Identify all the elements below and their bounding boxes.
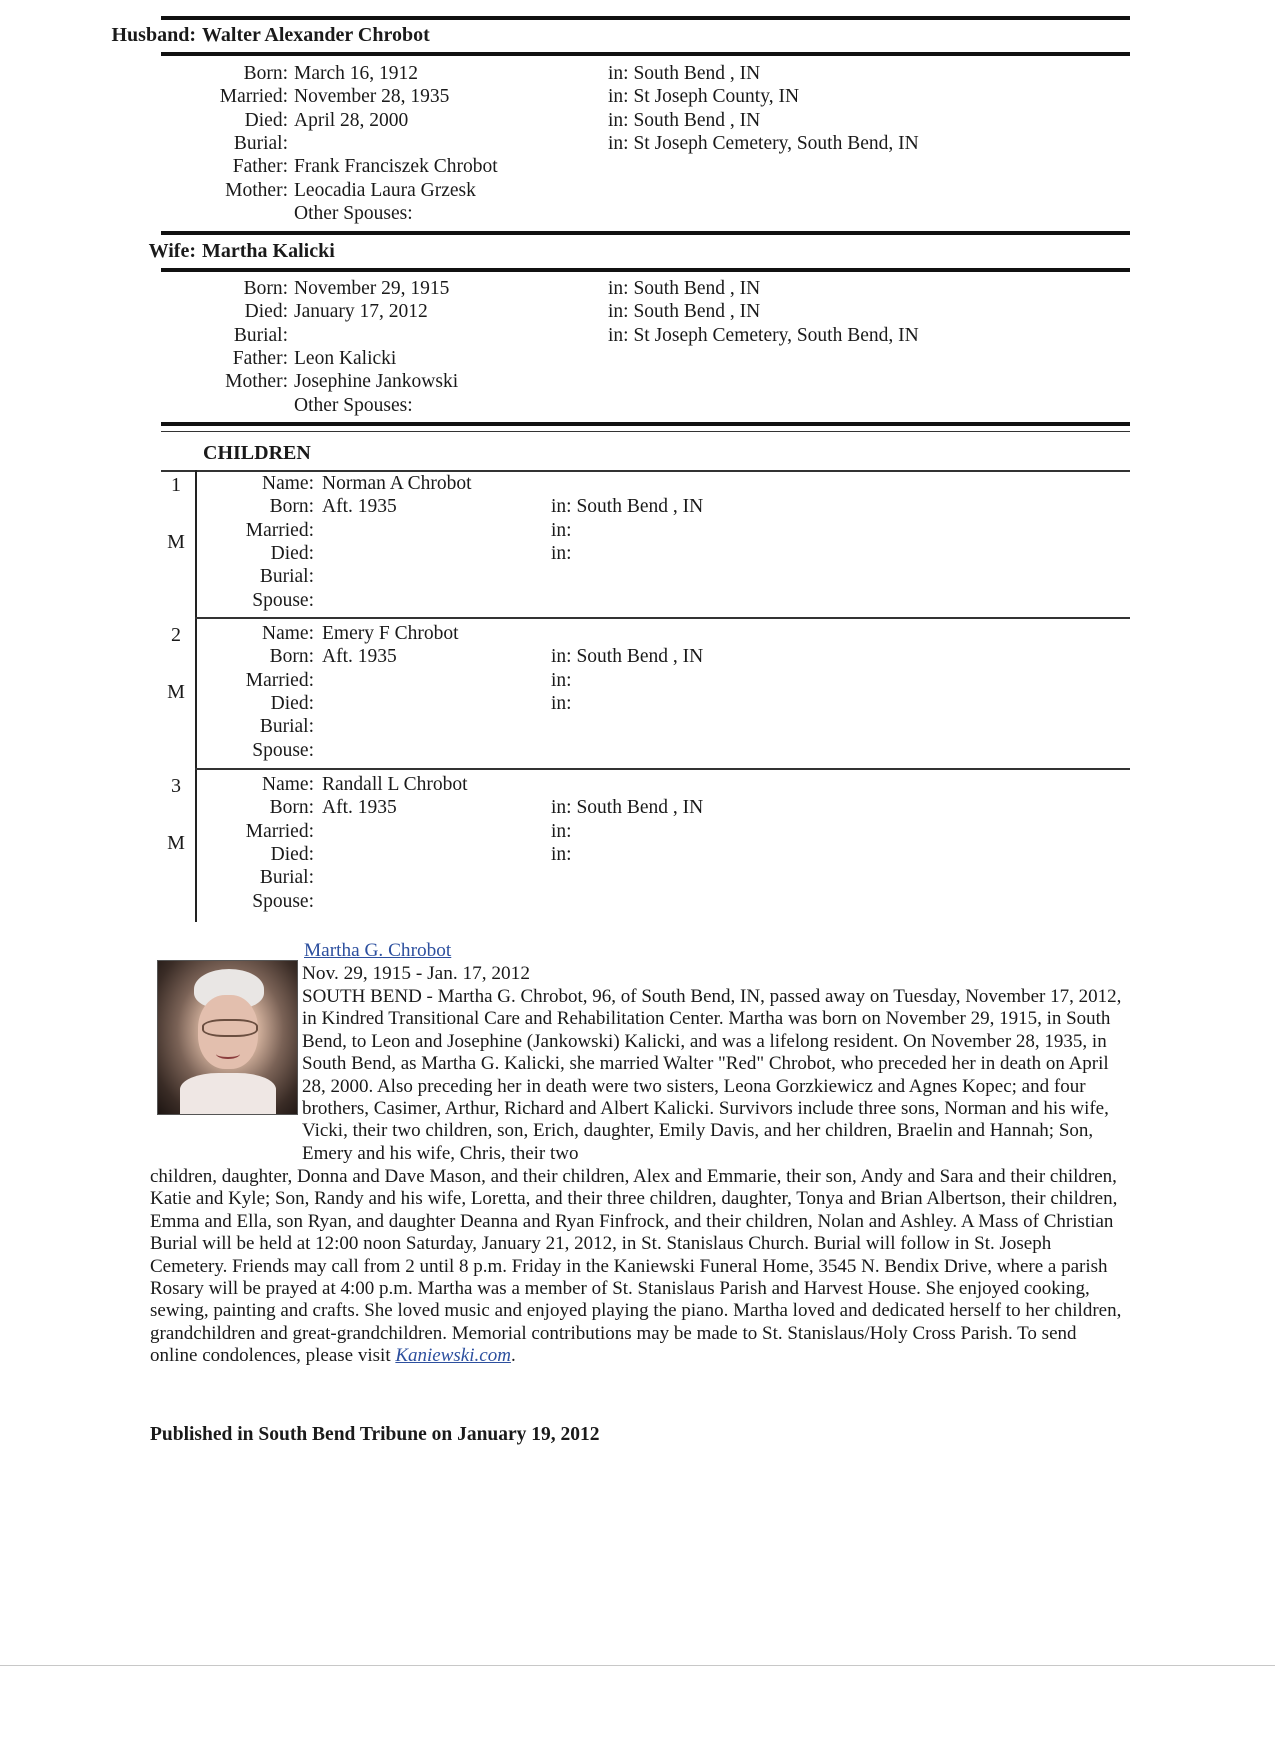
fact-label: Name: [262,473,314,494]
fact-row [0,669,572,692]
fact-label: Born: [243,63,288,84]
photo-glasses [202,1019,258,1037]
fact-row [0,370,459,393]
fact-row [0,202,413,225]
obituary-photo [157,960,298,1115]
fact-value: Josephine Jankowski [294,371,459,393]
fact-row [0,890,314,913]
fact-place: in: St Joseph Cemetery, South Bend, IN [608,324,919,346]
fact-label: Burial: [259,566,314,588]
fact-label: Married: [219,86,288,108]
fact-place: in: South Bend , IN [608,63,761,84]
fact-place: in: South Bend , IN [608,301,761,323]
fact-place: in: [551,692,572,714]
fact-place: in: [551,669,572,691]
fact-label: Burial: [259,716,314,738]
fact-row [0,843,572,866]
fact-label: Name: [262,623,314,644]
fact-label: Died: [270,542,314,564]
fact-place: in: [551,519,572,541]
fact-label: Born: [269,797,314,819]
fact-row [0,155,498,178]
fact-value: Emery F Chrobot [322,623,459,644]
fact-value: Norman A Chrobot [322,473,472,494]
fact-place: in: [551,542,572,564]
fact-row [0,62,761,85]
fact-value: January 17, 2012 [294,301,428,323]
fact-label: Burial: [233,324,288,346]
fact-place: in: South Bend , IN [551,646,704,668]
fact-value: Other Spouses: [294,202,413,224]
fact-place: in: South Bend , IN [608,109,761,131]
fact-row [0,179,476,202]
fact-row [0,796,704,819]
wife-top-rule [161,231,1130,235]
fact-row [0,109,761,132]
husband-header [64,24,430,47]
fact-row [0,542,572,565]
fact-label: Died: [270,843,314,865]
fact-value: Other Spouses: [294,394,413,416]
fact-label: Father: [232,347,288,369]
fact-value: Leon Kalicki [294,347,397,369]
husband-rule [161,52,1130,56]
fact-label: Married: [245,669,314,691]
fact-label: Burial: [233,132,288,154]
fact-label: Died: [244,301,288,323]
fact-row [0,324,919,347]
fact-label: Father: [232,156,288,178]
obituary-name-link[interactable]: Martha G. Chrobot [304,940,452,961]
fact-label: Spouse: [252,739,314,761]
obituary-text-full [150,1166,1122,1368]
husband-name: Walter Alexander Chrobot [202,24,430,46]
obituary-text-indented: SOUTH BEND - Martha G. Chrobot, 96, of South Bend, IN, passed away on Tuesday, November 17, 2012, in Kindred Transitional Care and Rehabilitation Center. Martha was born on November 29, 1915, in South Bend, to Leon and Josephine (Jankowski) Kalicki, and was a lifelong resident. On November 28, 1935, in South Bend, as Martha G. Kalicki, she married Walter "Red" Chrobot, who preceded her in death on April 28, 2000. Also preceding her in death were two sisters, Leona Gorzkiewicz and Agnes Kopec; and four brothers, Casimer, Arthur, Richard and Albert Kalicki. Survivors include three sons, Norman and his wife, Vicki, their two children, son, Erich, daughter, Emily Davis, and her children, Braelin and Hannah; Son, Emery and his wife, Chris, their two [302,986,1122,1164]
fact-place: in: St Joseph Cemetery, South Bend, IN [608,132,919,154]
fact-row [0,300,761,323]
child-sex: M [167,681,185,703]
fact-row [0,394,413,417]
fact-label: Born: [269,496,314,518]
fact-label: Married: [245,820,314,842]
fact-label: Mother: [225,179,288,201]
fact-label: Married: [245,519,314,541]
published-line: Published in South Bend Tribune on January 19, 2012 [150,1424,600,1445]
child-separator [195,768,1130,770]
fact-value: Aft. 1935 [322,797,397,819]
photo-collar [180,1073,276,1114]
photo-smile [216,1049,240,1059]
fact-label: Born: [269,646,314,668]
fact-place: in: South Bend , IN [608,278,761,299]
fact-label: Spouse: [252,890,314,912]
fact-value: March 16, 1912 [294,63,419,84]
obituary-text-body: children, daughter, Donna and Dave Mason, and their children, Alex and Emmarie, their son, Andy and Sara and their children, Katie and Kyle; Son, Randy and his wife, Loretta, and their three children, daughter, Tonya and Brian Albertson, their children, Emma and Ella, son Ryan, and daughter Deanna and Ryan Finfrock, and their children, Nolan and Ashley. A Mass of Christian Burial will be held at 12:00 noon Saturday, January 21, 2012, in St. Stanislaus Church. Burial will follow in St. Joseph Cemetery. Friends may call from 2 until 8 p.m. Friday in the Kaniewski Funeral Home, 3545 N. Bendix Drive, where a parish Rosary will be prayed at 4:00 p.m. Martha was a member of St. Stanislaus Parish and Harvest House. She enjoyed cooking, sewing, painting and crafts. She loved music and enjoyed playing the piano. Martha loved and dedicated herself to her children, grandchildren and great-grandchildren. Memorial contributions may be made to St. Stanislaus/Holy Cross Parish. To send online condolences, please visit [150,1166,1122,1367]
fact-row [0,866,314,889]
fact-label: Mother: [225,371,288,393]
child-sex: M [167,531,185,553]
fact-place: in: South Bend , IN [551,496,704,518]
wife-name: Martha Kalicki [202,240,335,262]
fact-row [0,622,459,645]
fact-row [0,495,704,518]
children-top-rule [161,422,1130,426]
husband-label: Husband: [111,24,196,46]
fact-row [0,277,761,300]
child-sex: M [167,832,185,854]
top-rule [161,16,1130,20]
fact-row [0,85,800,108]
scan-edge-line [0,1665,1275,1666]
fact-row [0,739,314,762]
link-suffix: . [510,1345,516,1367]
fact-place: in: St Joseph County, IN [608,86,800,108]
fact-row [0,715,314,738]
child-number: 3 [171,775,181,797]
fact-row [0,820,572,843]
fact-value: Aft. 1935 [322,646,397,668]
fact-place: in: [551,820,572,842]
fact-value: April 28, 2000 [294,109,409,131]
children-title: CHILDREN [203,442,311,464]
fact-label: Spouse: [252,589,314,611]
fact-label: Burial: [259,867,314,889]
fact-row [0,347,397,370]
kaniewski-link[interactable]: Kaniewski.com [395,1345,511,1367]
fact-value: November 29, 1915 [294,278,450,299]
fact-label: Died: [270,692,314,714]
wife-rule [161,268,1130,272]
wife-header [64,240,335,263]
fact-row [0,565,314,588]
fact-label: Name: [262,774,314,795]
fact-label: Born: [243,278,288,299]
child-number: 2 [171,624,181,646]
fact-place: in: South Bend , IN [551,797,704,819]
fact-row [0,472,472,495]
wife-label: Wife: [148,240,196,262]
fact-value: Randall L Chrobot [322,774,468,795]
fact-row [0,519,572,542]
fact-value: Leocadia Laura Grzesk [294,179,476,201]
fact-row [0,773,468,796]
fact-row [0,692,572,715]
fact-row [0,132,919,155]
children-top-rule-2 [161,431,1130,432]
fact-value: Aft. 1935 [322,496,397,518]
child-number: 1 [171,474,181,496]
child-separator [195,617,1130,619]
fact-label: Died: [244,109,288,131]
fact-row [0,589,314,612]
fact-value: November 28, 1935 [294,86,450,108]
fact-row [0,645,704,668]
obituary-dates: Nov. 29, 1915 - Jan. 17, 2012 [302,963,530,984]
fact-value: Frank Franciszek Chrobot [294,156,498,178]
fact-place: in: [551,843,572,865]
